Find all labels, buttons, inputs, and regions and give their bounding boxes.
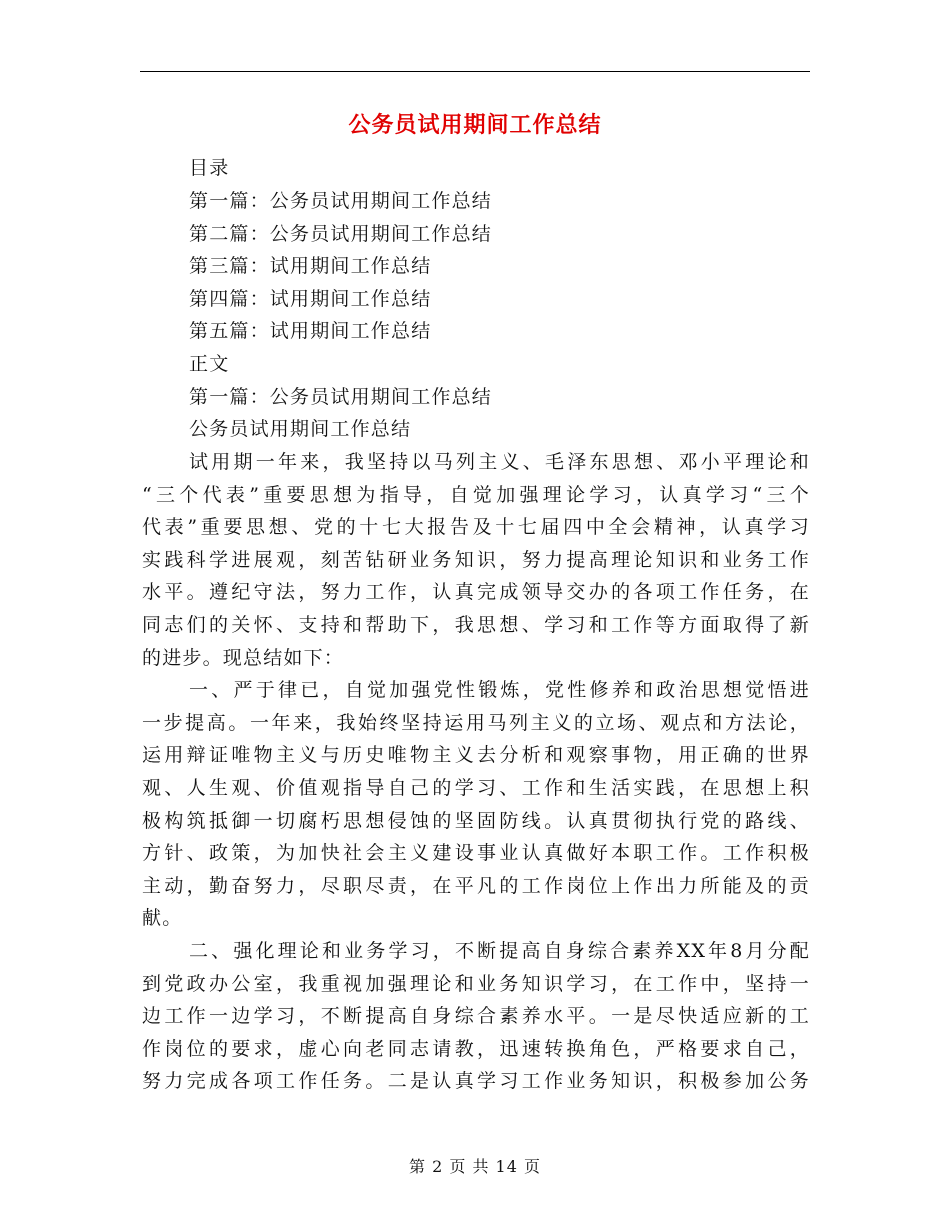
toc-item: 第二篇：公务员试用期间工作总结 [189,223,493,245]
paragraph-line: 主动，勤奋努力，尽职尽责，在平凡的工作岗位上作出力所能及的贡 [142,875,810,897]
paragraph-line: 一、严于律已，自觉加强党性锻炼，党性修养和政治思想觉悟进 [189,679,810,701]
article-title: 公务员试用期间工作总结 [189,418,412,440]
paragraph-line: 运用辩证唯物主义与历史唯物主义去分析和观察事物，用正确的世界 [142,744,810,766]
paragraph-line: 试用期一年来，我坚持以马列主义、毛泽东思想、邓小平理论和 [189,451,810,473]
page-footer: 第 2 页 共 14 页 [409,1157,541,1176]
section-heading: 第一篇：公务员试用期间工作总结 [189,386,493,408]
paragraph-line: 作岗位的要求，虚心向老同志请教，迅速转换角色，严格要求自己， [142,1038,810,1060]
paragraph-line: 二、强化理论和业务学习，不断提高自身综合素养XX年8月分配 [189,940,810,962]
toc-heading: 目录 [189,157,230,179]
paragraph-line: “三个代表”重要思想为指导，自觉加强理论学习，认真学习“三个 [142,484,810,506]
toc-item: 第三篇：试用期间工作总结 [189,255,432,277]
paragraph-line: 观、人生观、价值观指导自己的学习、工作和生活实践，在思想上积 [142,777,810,799]
paragraph-line: 努力完成各项工作任务。二是认真学习工作业务知识，积极参加公务 [142,1070,810,1092]
toc-item: 第五篇：试用期间工作总结 [189,320,432,342]
paragraph-line: 同志们的关怀、支持和帮助下，我思想、学习和工作等方面取得了新 [142,614,810,636]
paragraph-line: 的进步。现总结如下： [142,647,345,669]
paragraph-line: 实践科学进展观，刻苦钻研业务知识，努力提高理论知识和业务工作 [142,549,810,571]
paragraph-line: 代表”重要思想、党的十七大报告及十七届四中全会精神，认真学习 [142,516,810,538]
toc-item: 第四篇：试用期间工作总结 [189,288,432,310]
paragraph-line: 水平。遵纪守法，努力工作，认真完成领导交办的各项工作任务，在 [142,581,810,603]
document-title: 公务员试用期间工作总结 [348,112,602,138]
paragraph-line: 边工作一边学习，不断提高自身综合素养水平。一是尽快适应新的工 [142,1005,810,1027]
paragraph-line: 极构筑抵御一切腐朽思想侵蚀的坚固防线。认真贯彻执行党的路线、 [142,810,810,832]
paragraph-line: 方针、政策，为加快社会主义建设事业认真做好本职工作。工作积极 [142,842,810,864]
paragraph-line: 献。 [142,907,183,929]
paragraph-line: 一步提高。一年来，我始终坚持运用马列主义的立场、观点和方法论， [142,712,810,734]
paragraph-line: 到党政办公室，我重视加强理论和业务知识学习，在工作中，坚持一 [142,973,810,995]
header-rule [140,71,810,72]
body-heading: 正文 [189,353,230,375]
toc-item: 第一篇：公务员试用期间工作总结 [189,190,493,212]
